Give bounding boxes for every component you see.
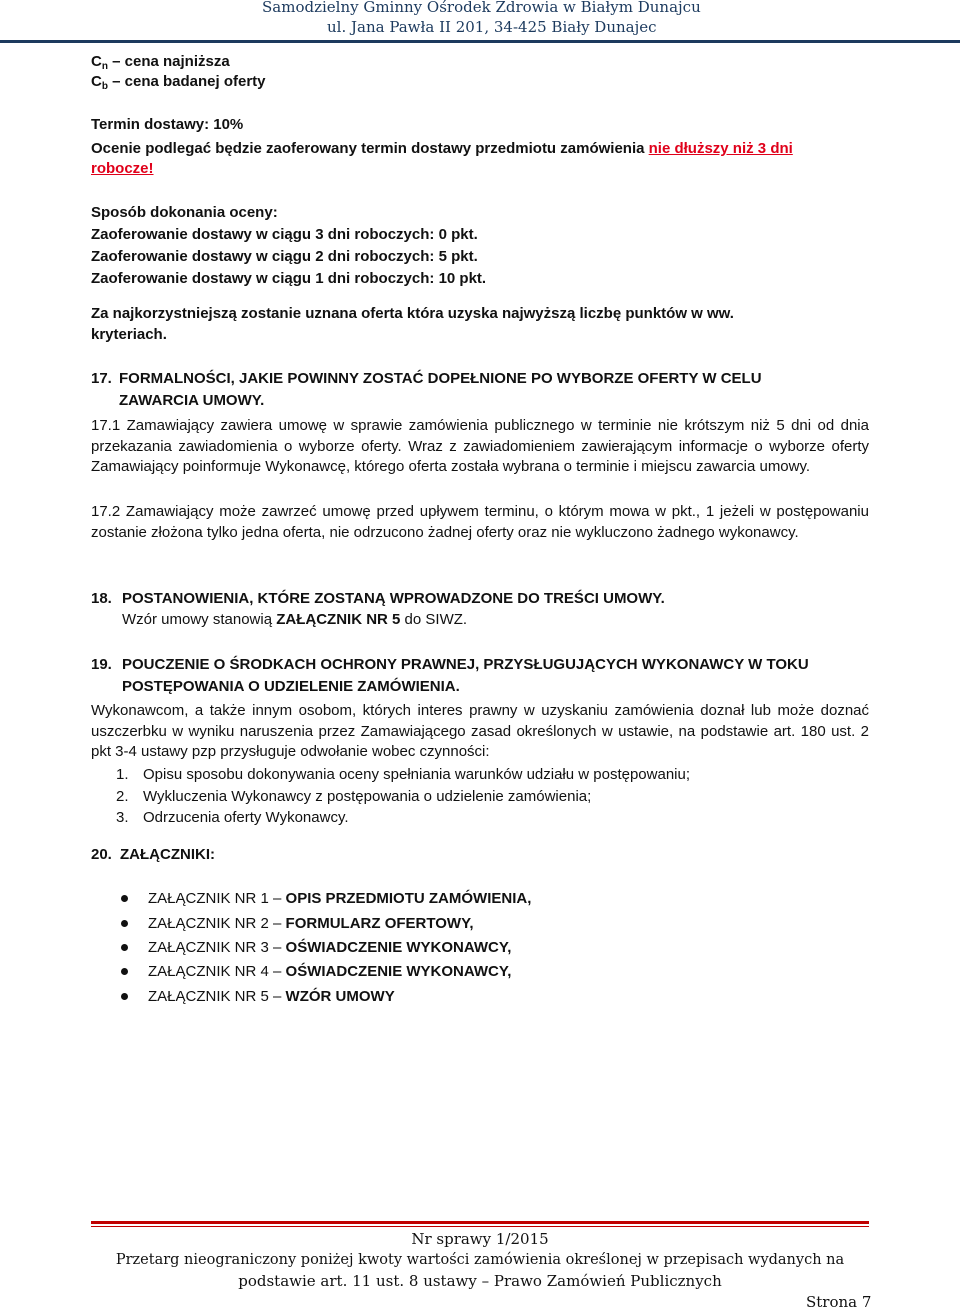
attachment-item: ZAŁĄCZNIK NR 2 – FORMULARZ OFERTOWY, (148, 915, 474, 932)
bullet-icon (121, 944, 128, 951)
bullet-icon (121, 895, 128, 902)
footer-rule-thin (91, 1226, 869, 1227)
list-item-number: 1. (116, 766, 129, 783)
bullet-icon (121, 968, 128, 975)
header-institution: Samodzielny Gminny Ośrodek Zdrowia w Białym Dunajcu (262, 0, 701, 16)
section-17-title-cont: ZAWARCIA UMOWY. (119, 392, 265, 409)
attachment-item: ZAŁĄCZNIK NR 5 – WZÓR UMOWY (148, 988, 395, 1005)
section-17-title: FORMALNOŚCI, JAKIE POWINNY ZOSTAĆ DOPEŁNIONE PO WYBORZE OFERTY W CELU (119, 370, 762, 387)
list-item: Opisu sposobu dokonywania oceny spełniania warunków udziału w postępowaniu; (143, 766, 691, 783)
sposob-title: Sposób dokonania oceny: (91, 204, 278, 221)
bullet-icon (121, 993, 128, 1000)
termin-line2: robocze! (91, 160, 154, 177)
sposob-conclusion: Za najkorzystniejszą zostanie uznana oferta która uzyska najwyższą liczbę punktów w ww. (91, 305, 734, 322)
header-rule (0, 40, 960, 43)
section-17-number: 17. (91, 370, 112, 387)
section-19-number: 19. (91, 656, 112, 673)
attachment-item: ZAŁĄCZNIK NR 4 – OŚWIADCZENIE WYKONAWCY, (148, 963, 512, 980)
section-20-number: 20. (91, 846, 112, 863)
header-address: ul. Jana Pawła II 201, 34-425 Biały Dunajec (327, 18, 657, 36)
attachment-item: ZAŁĄCZNIK NR 1 – OPIS PRZEDMIOTU ZAMÓWIENIA, (148, 890, 532, 907)
bullet-icon (121, 920, 128, 927)
legend-cb: $C_b$ – cena badanej oferty (91, 73, 266, 92)
footer-legal-basis: podstawie art. 11 ust. 8 ustawy – Prawo Zamówień Publicznych (238, 1272, 722, 1290)
footer-rule (91, 1221, 869, 1224)
list-item-number: 2. (116, 788, 129, 805)
list-item: Odrzucenia oferty Wykonawcy. (143, 809, 349, 826)
page-number: Strona 7 (806, 1293, 872, 1311)
section-17-paragraph-2: 17.2 Zamawiający może zawrzeć umowę przed upływem terminu, o którym mowa w pkt., 1 jeżeli w postępowaniu zostanie złożona tylko jedna oferta, nie odrzucono żadnej oferty oraz nie wykluczono żadnego wykonawcy. (91, 503, 869, 541)
section-19-title-cont: POSTĘPOWANIA O UDZIELENIE ZAMÓWIENIA. (122, 678, 460, 695)
attachment-item: ZAŁĄCZNIK NR 3 – OŚWIADCZENIE WYKONAWCY, (148, 939, 512, 956)
legend-cn: $C_n$ – cena najniższa (91, 53, 230, 72)
footer-procedure: Przetarg nieograniczony poniżej kwoty wartości zamówienia określonej w przepisach wydanych na (115, 1252, 845, 1268)
section-18-text: Wzór umowy stanowią ZAŁĄCZNIK NR 5 do SIWZ. (122, 611, 468, 628)
footer-case-number: Nr sprawy 1/2015 (411, 1230, 549, 1248)
termin-line1: Ocenie podlegać będzie zaoferowany termin dostawy przedmiotu zamówienia nie dłuższy niż 3 dni (91, 140, 793, 157)
section-19-title: POUCZENIE O ŚRODKACH OCHRONY PRAWNEJ, PRZYSŁUGUJĄCYCH WYKONAWCY W TOKU (122, 656, 809, 673)
list-item-number: 3. (116, 809, 129, 826)
section-18-title: POSTANOWIENIA, KTÓRE ZOSTANĄ WPROWADZONE DO TREŚCI UMOWY. (122, 590, 665, 607)
section-17-paragraph-1: 17.1 Zamawiający zawiera umowę w sprawie zamówienia publicznego w terminie nie krótszym niż 5 dni od dnia przekazania zawiadomienia o wyborze oferty. Wraz z zawiadomieniem zawierającym informacje o wyborze oferty Zamawiający poinformuje Wykonawcę, którego oferta została wybrana o terminie i miejscu zawarcia umowy. (91, 417, 869, 475)
section-20-title: ZAŁĄCZNIKI: (120, 846, 215, 863)
section-18-number: 18. (91, 590, 112, 607)
termin-title: Termin dostawy: 10% (91, 116, 244, 133)
sposob-item: Zaoferowanie dostawy w ciągu 3 dni roboczych: 0 pkt. (91, 226, 478, 243)
sposob-item: Zaoferowanie dostawy w ciągu 1 dni roboczych: 10 pkt. (91, 270, 487, 287)
list-item: Wykluczenia Wykonawcy z postępowania o udzielenie zamówienia; (143, 788, 592, 805)
sposob-conclusion-end: kryteriach. (91, 326, 167, 343)
sposob-item: Zaoferowanie dostawy w ciągu 2 dni roboczych: 5 pkt. (91, 248, 478, 265)
section-19-paragraph: Wykonawcom, a także innym osobom, których interes prawny w uzyskaniu zamówienia doznał lub może doznać uszczerbku w wyniku naruszenia przez Zamawiającego zasad określonych w ustawie, na podstawie art. 180 ust. 2 pkt 3-4 ustawy pzp przysługuje odwołanie wobec czynności: (91, 702, 869, 760)
